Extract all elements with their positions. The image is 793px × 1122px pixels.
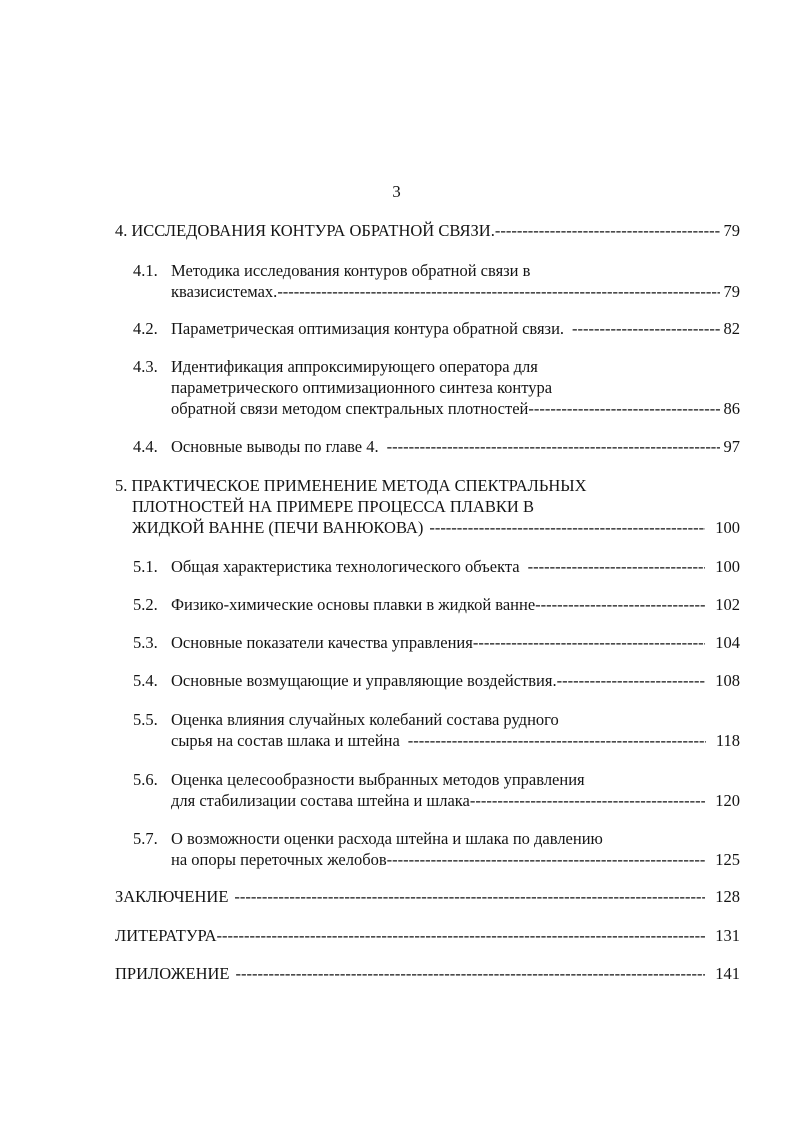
dot-leader	[429, 517, 705, 538]
dot-leader	[470, 790, 705, 811]
toc-entry-title: ИССЛЕДОВАНИЯ КОНТУРА ОБРАТНОЙ СВЯЗИ.	[131, 221, 495, 240]
toc-page-number: 82	[723, 319, 740, 338]
toc-entry-title: Идентификация аппроксимирующего оператора для	[171, 357, 538, 376]
toc-entry-number: 4.2.	[133, 319, 158, 338]
toc-page-number: 97	[723, 437, 740, 456]
toc-entry-4-4	[133, 436, 740, 457]
toc-entry-number: 5.1.	[133, 557, 158, 576]
toc-page-number: 86	[723, 399, 740, 418]
toc-entry-number: 5.3.	[133, 633, 158, 652]
toc-entry-title: Параметрическая оптимизация контура обратной связи.	[171, 319, 565, 338]
toc-entry-title: Физико-химические основы плавки в жидкой ванне	[171, 595, 536, 614]
toc-entry-number: 5.2.	[133, 595, 158, 614]
toc-page-number: 102	[715, 595, 740, 614]
toc-entry-5-6	[133, 769, 740, 811]
toc-entry-number: 5.7.	[133, 829, 158, 848]
toc-entry-number: 5.5.	[133, 710, 158, 729]
toc-page-number: 120	[715, 791, 740, 810]
dot-leader	[235, 963, 705, 984]
toc-entry-5-1	[133, 556, 740, 577]
toc-entry-number: 5.4.	[133, 671, 158, 690]
toc-entry-title-cont: квазисистемах.	[171, 282, 278, 301]
toc-entry-4-1	[133, 260, 740, 302]
dot-leader	[277, 281, 719, 302]
toc-entry-title-cont: на опоры переточных желобов	[171, 850, 387, 869]
dot-leader	[387, 849, 706, 870]
dot-leader	[495, 220, 720, 241]
dot-leader	[528, 398, 719, 419]
dot-leader	[528, 556, 706, 577]
dot-leader	[408, 730, 706, 751]
toc-entry-references	[115, 925, 740, 946]
toc-entry-title-cont: обратной связи методом спектральных плотностей	[171, 399, 529, 418]
toc-entry-5-5	[133, 709, 740, 751]
toc-entry-title: Основные возмущающие и управляющие воздействия.	[171, 671, 557, 690]
toc-page-number: 79	[723, 282, 740, 301]
toc-entry-title-cont: ЖИДКОЙ ВАННЕ (ПЕЧИ ВАНЮКОВА)	[132, 518, 424, 537]
page-number: 3	[392, 182, 401, 201]
toc-page-number: 125	[715, 850, 740, 869]
toc-page-number: 141	[715, 964, 740, 983]
toc-entry-title: Основные выводы по главе 4.	[171, 437, 379, 456]
dot-leader	[473, 632, 705, 653]
toc-entry-title-cont: ПЛОТНОСТЕЙ НА ПРИМЕРЕ ПРОЦЕССА ПЛАВКИ В	[132, 497, 534, 516]
toc-entry-title: О возможности оценки расхода штейна и шлака по давлению	[171, 829, 603, 848]
toc-entry-number: 4.4.	[133, 437, 158, 456]
toc-entry-title: Методика исследования контуров обратной связи в	[171, 261, 531, 280]
toc-page-number: 100	[715, 557, 740, 576]
toc-entry-title: Оценка целесообразности выбранных методов управления	[171, 770, 585, 789]
toc-entry-5-7	[133, 828, 740, 870]
dot-leader	[217, 925, 706, 946]
toc-entry-5-3	[133, 632, 740, 653]
toc-entry-4-2	[133, 318, 740, 339]
toc-entry-4-3	[133, 356, 740, 419]
toc-entry-title-cont: сырья на состав шлака и штейна	[171, 731, 400, 750]
toc-entry-appendix	[115, 963, 740, 984]
toc-page-number: 100	[715, 518, 740, 537]
dot-leader	[557, 670, 706, 691]
toc-entry-title: Основные показатели качества управления	[171, 633, 473, 652]
toc-entry-5-2	[133, 594, 740, 615]
toc-page-number: 118	[715, 731, 740, 750]
toc-entry-title: ЗАКЛЮЧЕНИЕ	[115, 887, 229, 906]
toc-entry-title: Оценка влияния случайных колебаний состава рудного	[171, 710, 559, 729]
toc-entry-conclusion	[115, 886, 740, 907]
toc-entry-chapter-4	[115, 220, 740, 241]
toc-page-number: 128	[715, 887, 740, 906]
toc-entry-5-4	[133, 670, 740, 691]
toc-entry-title: Общая характеристика технологического объекта	[171, 557, 520, 576]
toc-page-number: 131	[715, 926, 740, 945]
toc-entry-title: ПРАКТИЧЕСКОЕ ПРИМЕНЕНИЕ МЕТОДА СПЕКТРАЛЬНЫХ	[131, 476, 587, 495]
toc-entry-title-cont: для стабилизации состава штейна и шлака	[171, 791, 470, 810]
dot-leader	[387, 436, 720, 457]
toc-entry-number: 4.1.	[133, 261, 158, 280]
dot-leader	[234, 886, 705, 907]
toc-entry-chapter-5	[115, 475, 740, 538]
toc-entry-number: 5.6.	[133, 770, 158, 789]
dot-leader	[572, 318, 719, 339]
toc-entry-title: ПРИЛОЖЕНИЕ	[115, 964, 230, 983]
toc-page-number: 108	[715, 671, 740, 690]
toc-page-number: 79	[723, 221, 740, 240]
toc-entry-number: 5.	[115, 476, 128, 495]
toc-entry-title: ЛИТЕРАТУРА	[115, 926, 217, 945]
toc-page-number: 104	[715, 633, 740, 652]
toc-entry-title-cont: параметрического оптимизационного синтеза контура	[171, 378, 553, 397]
toc-entry-number: 4.3.	[133, 357, 158, 376]
toc-entry-number: 4.	[115, 221, 128, 240]
dot-leader	[535, 594, 705, 615]
